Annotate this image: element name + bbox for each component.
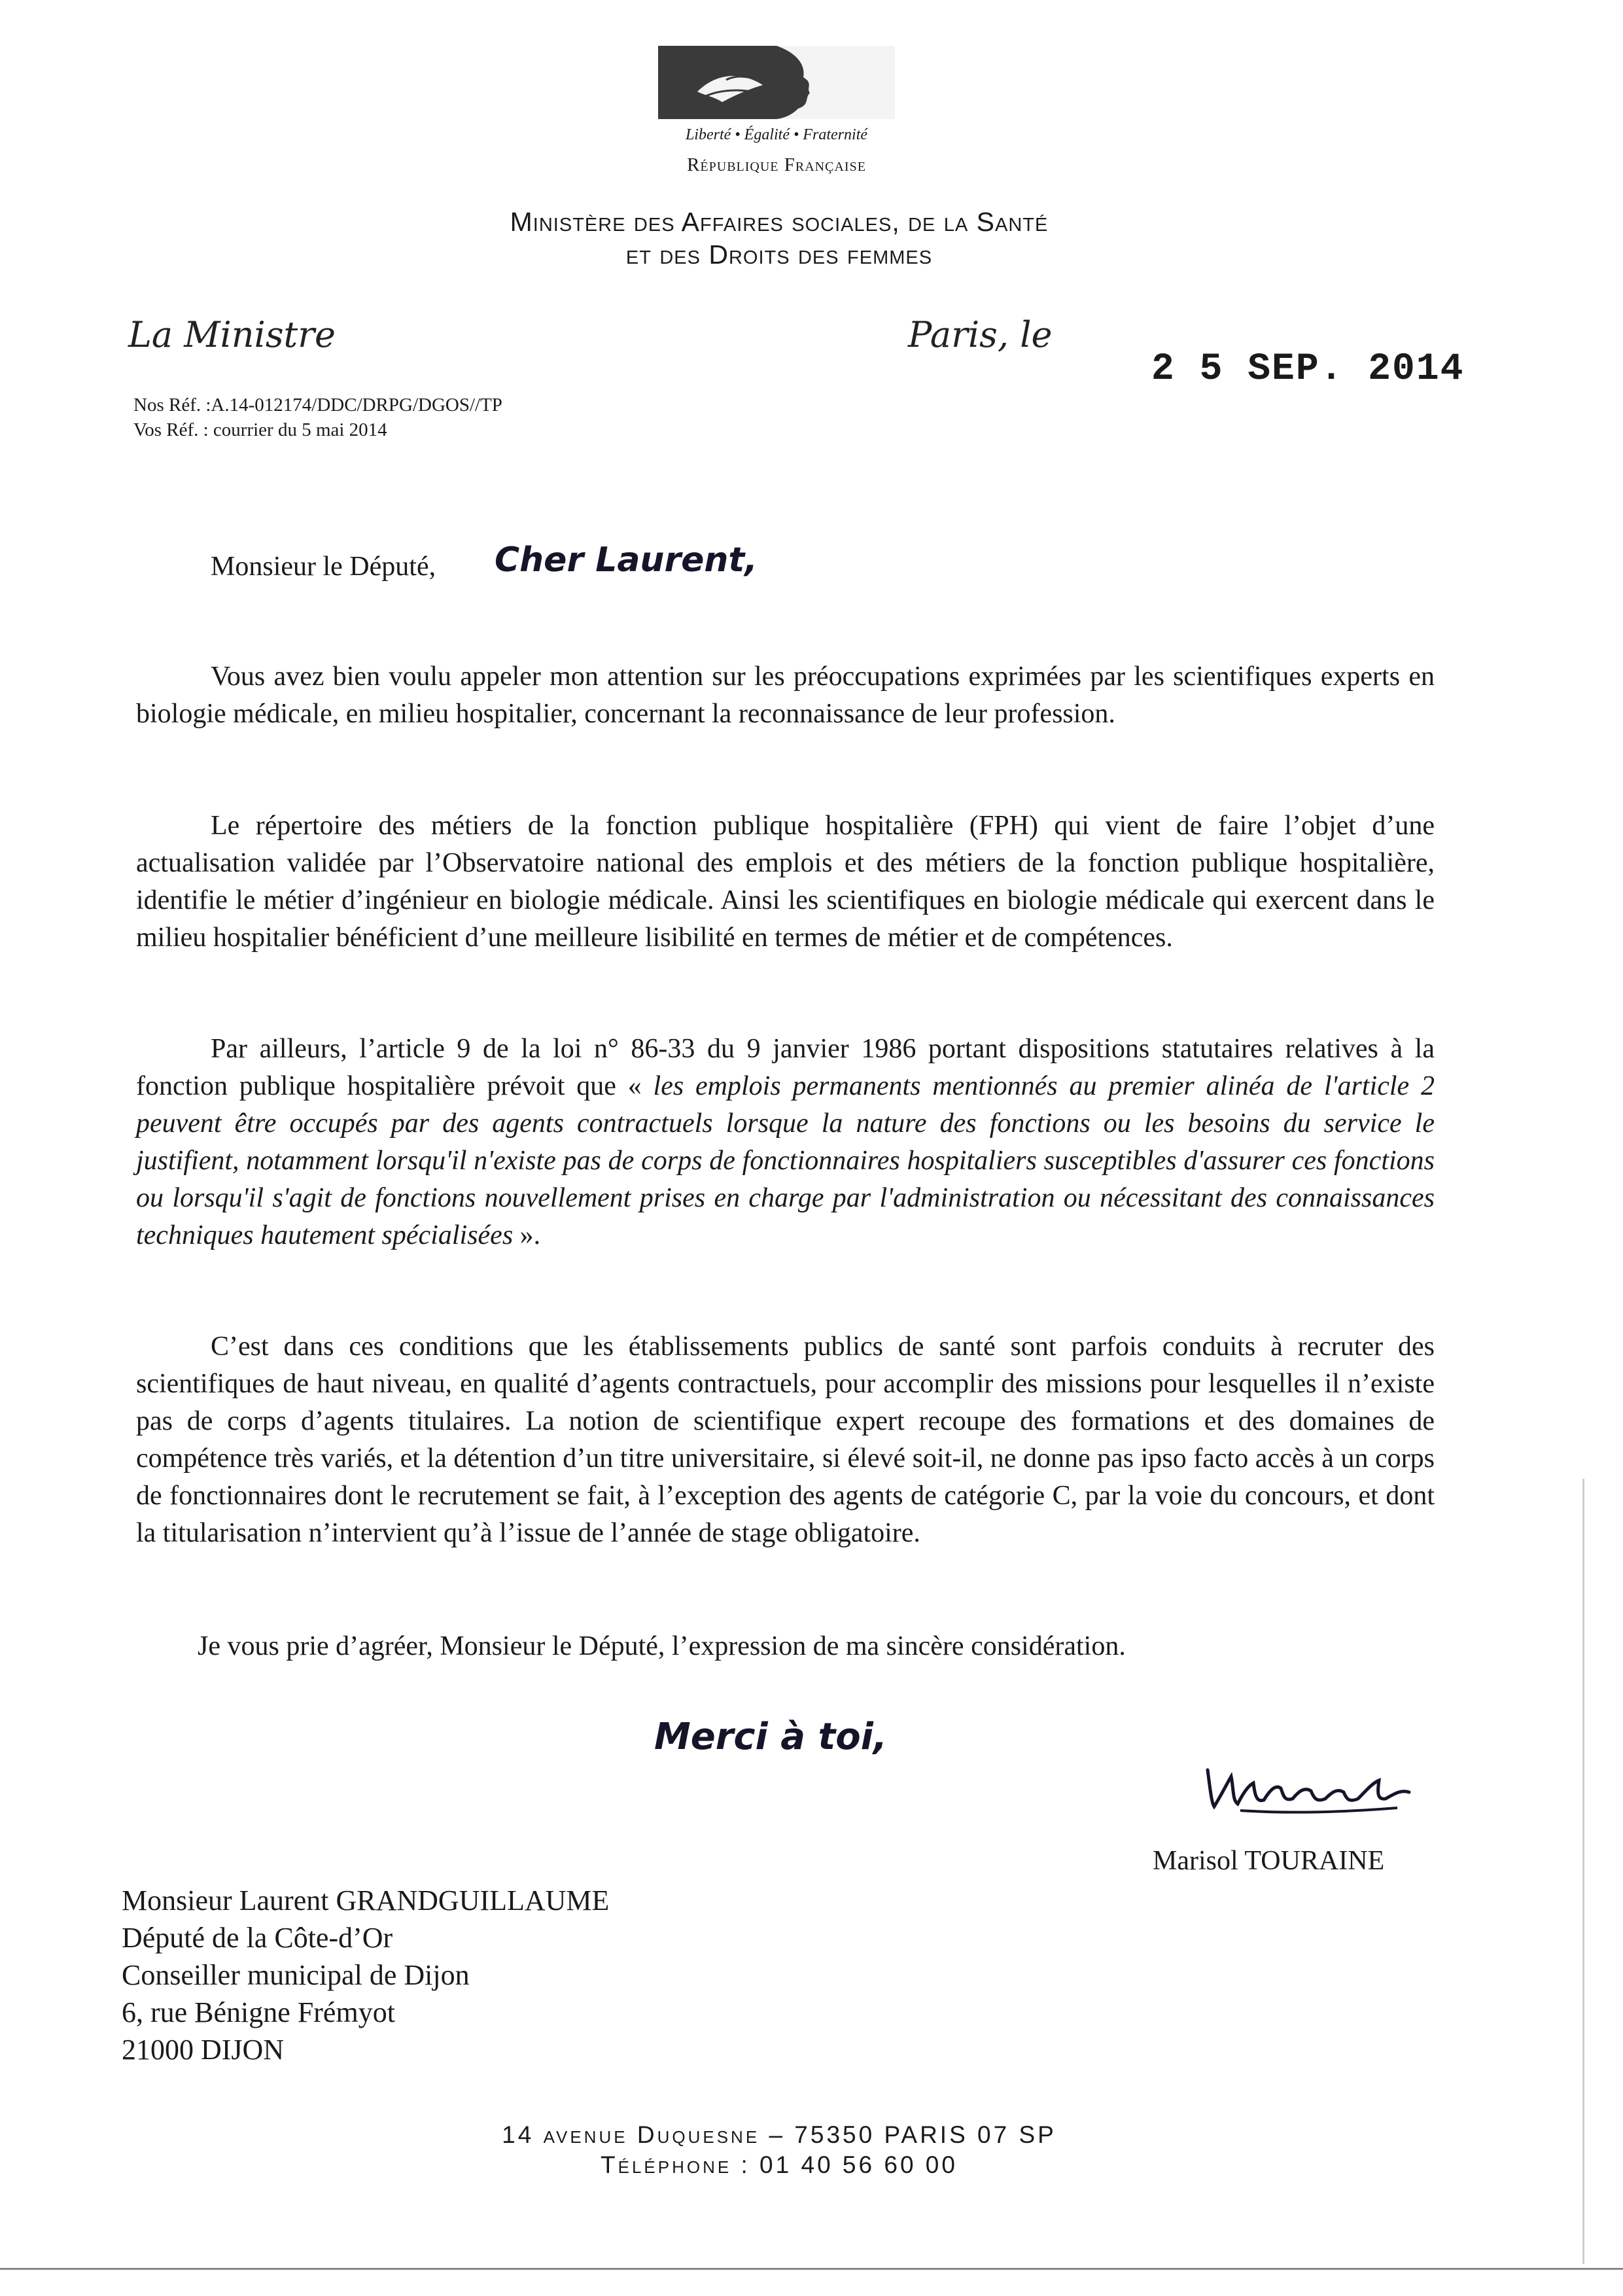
- footer-phone: Téléphone : 01 40 56 60 00: [601, 2151, 958, 2178]
- signatory-name: Marisol TOURAINE: [1153, 1846, 1385, 1876]
- addressee-role: Conseiller municipal de Dijon: [122, 1959, 470, 1991]
- scan-edge-line: [0, 2268, 1623, 2270]
- addressee-title: Député de la Côte-d’Or: [122, 1922, 393, 1954]
- addressee-street: 6, rue Bénigne Frémyot: [122, 1996, 395, 2028]
- date-stamp: 2 5 SEP. 2014: [1151, 348, 1465, 391]
- paragraph-3-intro: Par ailleurs, l’article 9 de la loi n° 86-33 du 9 janvier 1986 portant dispositions statutaires relatives à la fonction publique hospitalière prévoit que «: [136, 1034, 1435, 1101]
- salutation: Monsieur le Député,: [211, 552, 436, 582]
- law-quote: les emplois permanents mentionnés au premier alinéa de l'article 2 peuvent être occupés par des agents contractuels lorsque la nature des fonctions ou les besoins du service le justifient, notamment lorsqu'il n'existe pas de corps de fonctionnaires hospitaliers susceptibles d'assurer ces fonctions ou lorsqu'il s'agit de fonctions nouvellement prises en charge par l'administration ou nécessitant des connaissances techniques hautement spécialisées: [136, 1071, 1435, 1250]
- ministry-line-1: Ministère des Affaires sociales, de la Santé: [510, 207, 1049, 237]
- ministry-name: [196, 205, 1362, 271]
- signature: [1201, 1757, 1423, 1816]
- addressee-name: Monsieur Laurent GRANDGUILLAUME: [122, 1884, 610, 1916]
- addressee-city: 21000 DIJON: [122, 2034, 285, 2066]
- scan-right-edge: [1582, 1479, 1584, 2264]
- footer-address: 14 avenue Duquesne – 75350 PARIS 07 SP: [502, 2121, 1056, 2148]
- city-label: Paris, le: [908, 314, 1053, 355]
- footer: [196, 2120, 1362, 2180]
- minister-label: La Ministre: [128, 314, 336, 355]
- paragraph-4: C’est dans ces conditions que les établissements publics de santé sont parfois conduits à recruter des scientifiques de haut niveau, en qualité d’agents contractuels, pour accomplir des missions pour lesquelles il n’existe pas de corps d’agents titulaires. La notion de scientifique expert recoupe des formations et des domaines de compétence très variés, et la détention d’un titre universitaire, si élevé soit-il, ne donne pas ipso facto accès à un corps de fonctionnaires dont le recrutement se fait, à l’exception des agents de catégorie C, par la voie du concours, et dont la titularisation n’intervient qu’à l’issue de l’année de stage obligatoire.: [136, 1332, 1435, 1548]
- handwritten-greeting: Cher Laurent,: [495, 540, 758, 580]
- paragraph-3-end: ».: [519, 1220, 541, 1250]
- addressee-block: [122, 1882, 609, 2068]
- paragraph-3: [136, 1031, 1435, 1254]
- closing-formula: Je vous prie d’agréer, Monsieur le Député, l’expression de ma sincère considération.: [198, 1631, 1126, 1661]
- references: [133, 393, 502, 442]
- your-reference: Vos Réf. : courrier du 5 mai 2014: [133, 419, 387, 440]
- ministry-line-2: et des Droits des femmes: [625, 239, 933, 270]
- republic-name: République Française: [687, 154, 866, 175]
- paragraph-1: Vous avez bien voulu appeler mon attention sur les préoccupations exprimées par les scientifiques experts en biologie médicale, en milieu hospitalier, concernant la reconnaissance de leur profession.: [136, 662, 1435, 729]
- handwritten-closing: Merci à toi,: [654, 1716, 888, 1758]
- paragraph-2: Le répertoire des métiers de la fonction publique hospitalière (FPH) qui vient de faire l’objet d’une actualisation validée par l’Observatoire national des emplois et des métiers de la fonction publique hospitalière, identifie le métier d’ingénieur en biologie médicale. Ainsi les scientifiques en biologie médicale qui exercent dans le milieu hospitalier bénéficient d’une meilleure lisibilité en termes de métier et de compétences.: [136, 811, 1435, 953]
- motto: Liberté • Égalité • Fraternité: [685, 126, 868, 143]
- our-reference: Nos Réf. :A.14-012174/DDC/DRPG/DGOS//TP: [133, 395, 502, 415]
